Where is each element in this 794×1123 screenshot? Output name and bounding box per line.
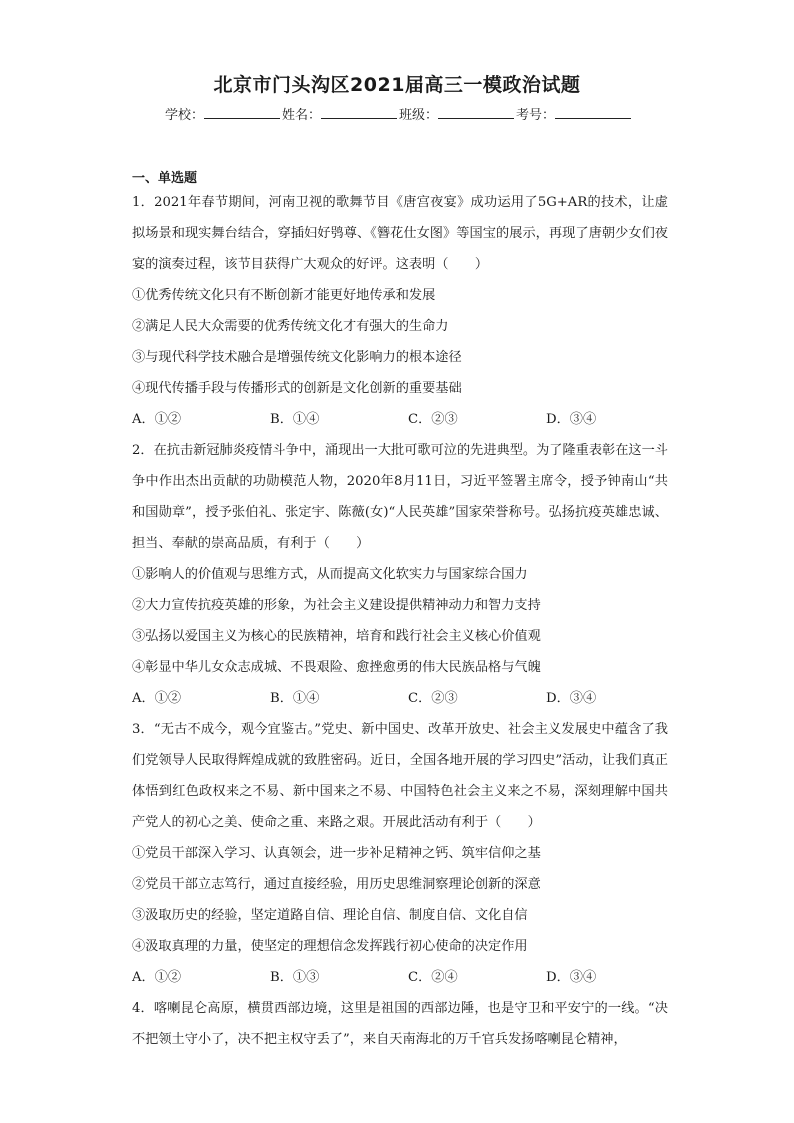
exam-number-blank[interactable] <box>555 106 631 119</box>
statement: ②满足人民大众需要的优秀传统文化才有强大的生命力 <box>132 319 449 334</box>
question-3 <box>132 714 668 993</box>
questions <box>132 187 668 1055</box>
answer-options <box>132 962 668 993</box>
class-blank[interactable] <box>438 106 514 119</box>
answer-options <box>132 683 668 714</box>
class-label: 班级： <box>399 108 439 123</box>
school-field <box>165 104 282 123</box>
option-b[interactable]: B．①④ <box>270 691 320 706</box>
option-d[interactable]: D．③④ <box>546 691 597 706</box>
option-d[interactable]: D．③④ <box>546 412 597 427</box>
statement: ③与现代科学技术融合是增强传统文化影响力的根本途径 <box>132 350 462 365</box>
option-a[interactable]: A．①② <box>132 412 182 427</box>
exam-number-field <box>516 104 633 123</box>
option-a[interactable]: A．①② <box>132 970 182 985</box>
question-4 <box>132 993 668 1055</box>
name-label: 姓名： <box>282 108 322 123</box>
question-stem: 3．“无古不成今，观今宜鉴古。”党史、新中国史、改革开放史、社会主义发展史中蕴含了我们党领导人民取得辉煌成就的致胜密码。近日，全国各地开展的学习四史”活动，让我们真正体悟到红色政权来之不易、新中国来之不易、中国特色社会主义来之不易，深刻理解中国共产党人的初心之美、使命之重、来路之艰。开展此活动有利于（ ） <box>132 722 668 830</box>
exam-number-label: 考号： <box>516 108 556 123</box>
document-title: 北京市门头沟区2021届高三一模政治试题 <box>213 74 581 96</box>
school-label: 学校： <box>165 108 205 123</box>
statement: ①党员干部深入学习、认真领会，进一步补足精神之钙、筑牢信仰之基 <box>132 846 541 861</box>
option-b[interactable]: B．①③ <box>270 970 320 985</box>
question-2 <box>132 435 668 714</box>
statement: ④现代传播手段与传播形式的创新是文化创新的重要基础 <box>132 381 462 396</box>
student-info-row <box>165 104 633 123</box>
statement: ①优秀传统文化只有不断创新才能更好地传承和发展 <box>132 288 436 303</box>
answer-options <box>132 404 668 435</box>
question-stem: 4．喀喇昆仑高原，横贯西部边境，这里是祖国的西部边陲，也是守卫和平安宁的一线。“决不把领土守小了，决不把主权守丢了”，来自天南海北的万千官兵发扬喀喇昆仑精神， <box>132 1001 668 1047</box>
statement: ④汲取真理的力量，使坚定的理想信念发挥践行初心使命的决定作用 <box>132 939 528 954</box>
option-c[interactable]: C．②③ <box>408 412 458 427</box>
name-blank[interactable] <box>321 106 397 119</box>
option-c[interactable]: C．②④ <box>408 970 458 985</box>
section-title: 一、单选题 <box>132 171 198 186</box>
statement: ③弘扬以爱国主义为核心的民族精神，培育和践行社会主义核心价值观 <box>132 629 541 644</box>
statement: ②党员干部立志笃行，通过直接经验，用历史思维洞察理论创新的深意 <box>132 877 541 892</box>
class-field <box>399 104 516 123</box>
question-stem: 1．2021年春节期间，河南卫视的歌舞节目《唐宫夜宴》成功运用了5G+AR的技术，让虚拟场景和现实舞台结合，穿插妇好鸮尊、《簪花仕女图》等国宝的展示，再现了唐朝少女们夜宴的演奏过程，该节目获得广大观众的好评。这表明（ ） <box>132 195 668 272</box>
option-d[interactable]: D．③④ <box>546 970 597 985</box>
statement: ②大力宣传抗疫英雄的形象，为社会主义建设提供精神动力和智力支持 <box>132 598 541 613</box>
option-c[interactable]: C．②③ <box>408 691 458 706</box>
statement: ①影响人的价值观与思维方式，从而提高文化软实力与国家综合国力 <box>132 567 528 582</box>
question-1 <box>132 187 668 435</box>
option-a[interactable]: A．①② <box>132 691 182 706</box>
question-stem: 2．在抗击新冠肺炎疫情斗争中，涌现出一大批可歌可泣的先进典型。为了隆重表彰在这一斗争中作出杰出贡献的功勋模范人物，2020年8月11日，习近平签署主席令，授予钟南山“共和国勋章”，授予张伯礼、张定宇、陈薇(女)“人民英雄”国家荣誉称号。弘扬抗疫英雄忠诚、担当、奉献的崇高品质，有利于（ ） <box>132 443 668 551</box>
statement: ③汲取历史的经验，坚定道路自信、理论自信、制度自信、文化自信 <box>132 908 528 923</box>
name-field <box>282 104 399 123</box>
statement: ④彰显中华儿女众志成城、不畏艰险、愈挫愈勇的伟大民族品格与气魄 <box>132 660 541 675</box>
school-blank[interactable] <box>204 106 280 119</box>
option-b[interactable]: B．①④ <box>270 412 320 427</box>
